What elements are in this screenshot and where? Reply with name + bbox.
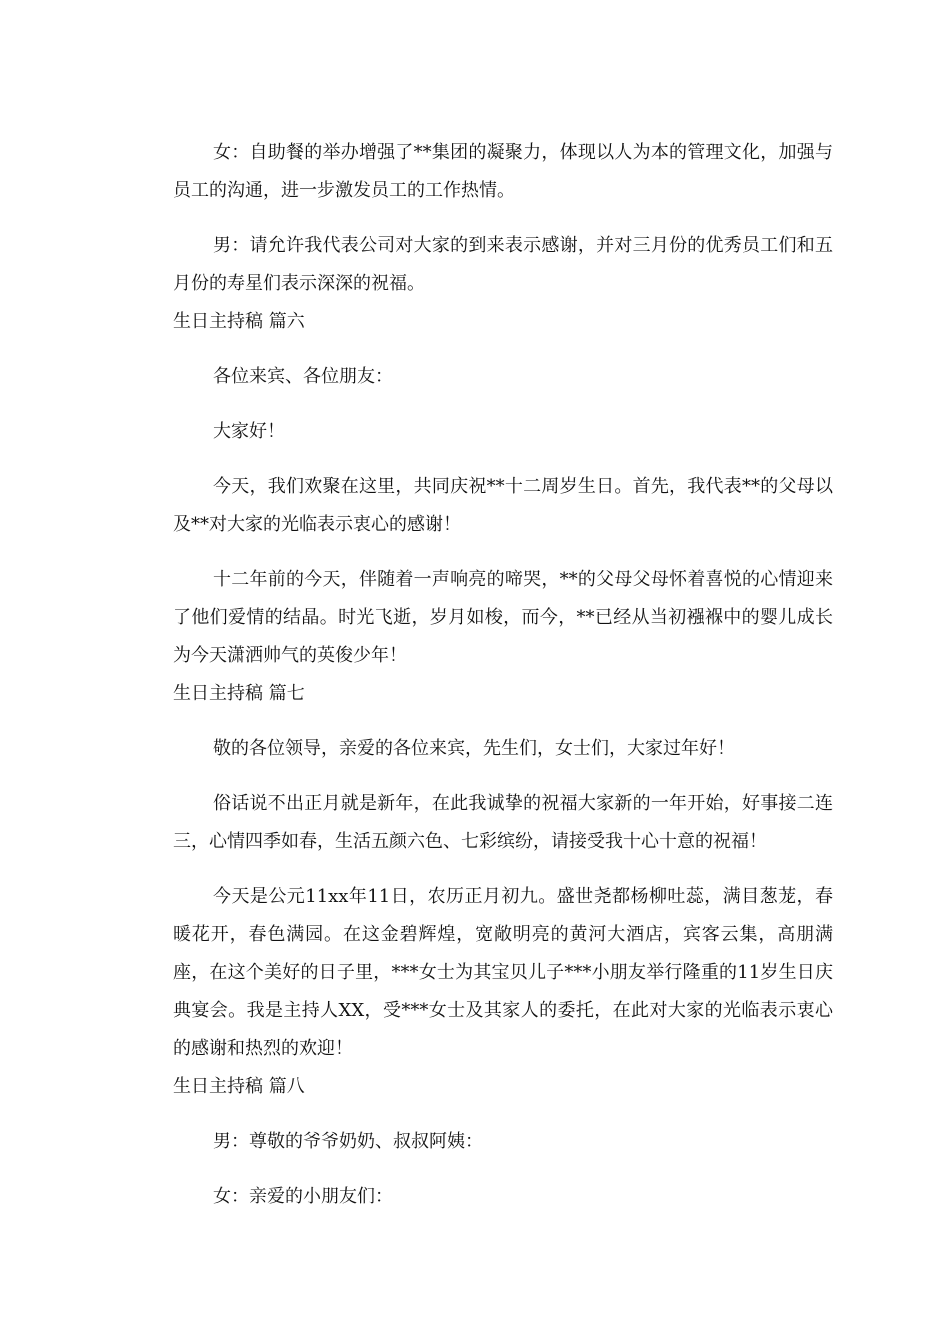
paragraph: 今天是公元11xx年11日，农历正月初九。盛世尧都杨柳吐蕊，满目葱茏，春暖花开，春色满园。在这金碧辉煌，宽敞明亮的黄河大酒店，宾客云集，高朋满座，在这个美好的日子里，***女士为其宝贝儿子***小朋友举行隆重的11岁生日庆典宴会。我是主持人XX，受***女士及其家人的委托，在此对大家的光临表示衷心的感谢和热烈的欢迎！ xyxy=(173,886,833,1059)
paragraph: 男：尊敬的爷爷奶奶、叔叔阿姨： xyxy=(213,1131,483,1152)
section-heading: 生日主持稿 篇八 xyxy=(173,1076,305,1097)
paragraph: 女：自助餐的举办增强了**集团的凝聚力，体现以人为本的管理文化，加强与员工的沟通，进一步激发员工的工作热情。 xyxy=(173,142,833,201)
paragraph: 男：请允许我代表公司对大家的到来表示感谢，并对三月份的优秀员工们和五月份的寿星们表示深深的祝福。 xyxy=(173,235,833,294)
paragraph: 女：亲爱的小朋友们： xyxy=(213,1186,393,1207)
paragraph: 敬的各位领导，亲爱的各位来宾，先生们，女士们，大家过年好！ xyxy=(213,738,735,759)
section-heading: 生日主持稿 篇六 xyxy=(173,311,305,332)
paragraph: 今天，我们欢聚在这里，共同庆祝**十二周岁生日。首先，我代表**的父母以及**对大家的光临表示衷心的感谢！ xyxy=(173,476,833,535)
document-page xyxy=(173,134,833,1216)
paragraph: 十二年前的今天，伴随着一声响亮的啼哭，**的父母父母怀着喜悦的心情迎来了他们爱情的结晶。时光飞逝，岁月如梭，而今，**已经从当初襁褓中的婴儿成长为今天潇洒帅气的英俊少年！ xyxy=(173,569,833,666)
section-heading: 生日主持稿 篇七 xyxy=(173,683,305,704)
paragraph: 俗话说不出正月就是新年，在此我诚挚的祝福大家新的一年开始，好事接二连三，心情四季如春，生活五颜六色、七彩缤纷，请接受我十心十意的祝福！ xyxy=(173,793,833,852)
paragraph: 各位来宾、各位朋友： xyxy=(213,366,393,387)
paragraph: 大家好！ xyxy=(213,421,285,442)
